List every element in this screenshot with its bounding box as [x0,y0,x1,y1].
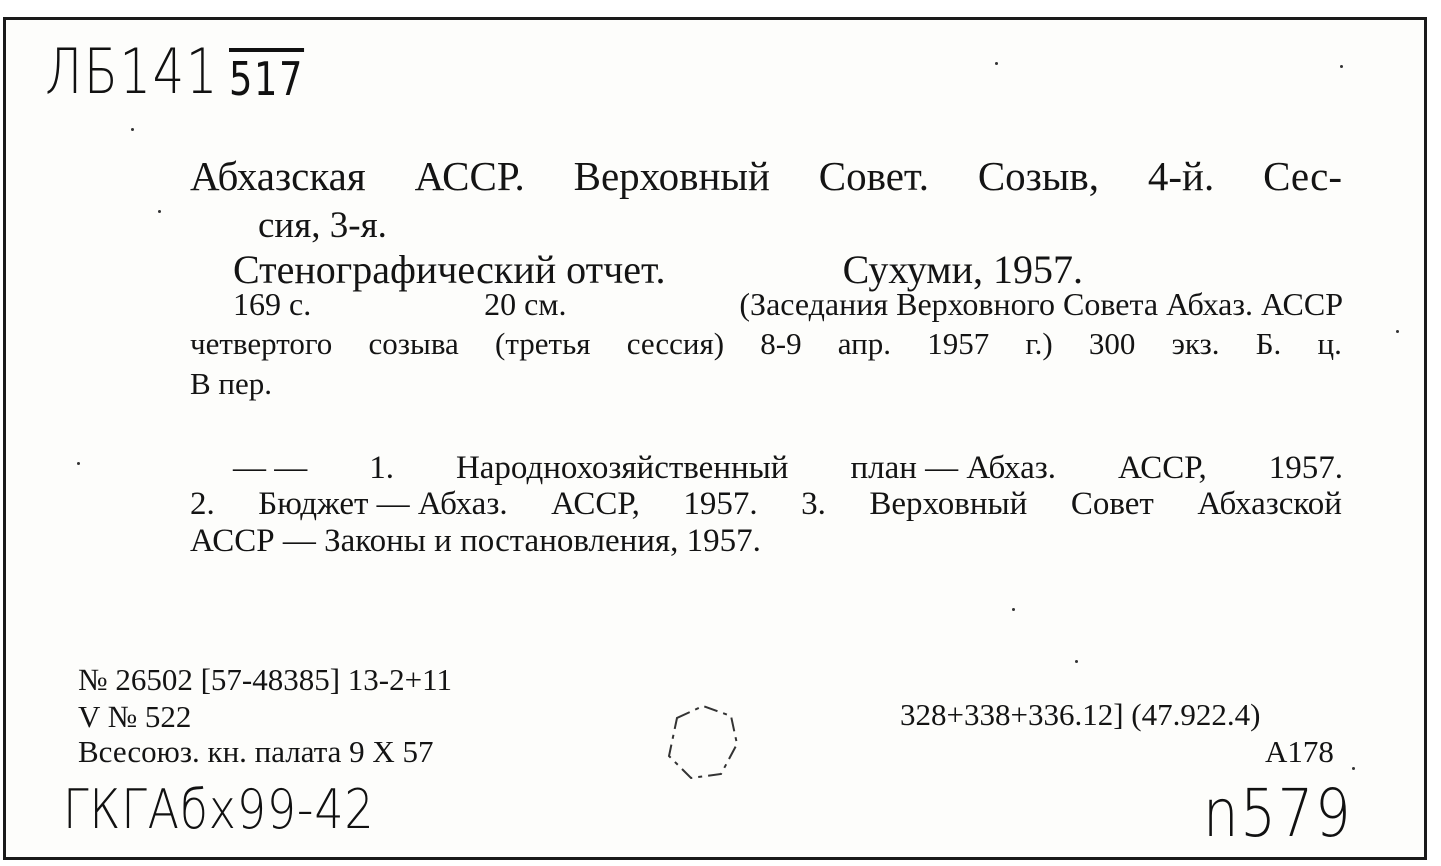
author-mark: А178 [1265,734,1334,769]
collation-line-2 [190,326,1342,362]
handwritten-shelf-number: 517 [229,52,305,106]
collation-word: 300 [1088,326,1136,361]
subject-word: АССР, [1118,450,1207,486]
subject-word: Абхазской [1197,486,1342,522]
series-note: (Заседания Верховного Совета Абхаз. АССР [739,286,1343,322]
subject-word: Бюджет — Абхаз. [258,486,508,522]
registration-number: № 26502 [57-48385] 13-2+11 [78,662,452,697]
collation-word: созыва [368,326,459,361]
subject-word: 1957. [1268,450,1343,486]
collation-word: экз. [1171,326,1220,361]
title-text: Стенографический отчет. [233,247,666,292]
collation-word: Б. [1255,326,1282,361]
subjects-line-1 [233,450,1343,487]
stamp-outline-icon [663,700,743,784]
handwritten-card-number: n579 [1203,775,1353,852]
heading-word: Сес- [1263,153,1342,199]
speck [995,62,998,65]
collation-word: четвертого [190,326,333,361]
entry-heading-continuation: сия, 3-я. [258,205,387,246]
heading-word: Абхазская [190,153,366,199]
volume-number: V № 522 [78,699,192,734]
subject-word: — — [233,450,308,486]
collation-line-1 [233,286,1343,323]
collation-word: 1957 [927,326,990,361]
subject-word: 1. [369,450,394,486]
speck [77,462,80,465]
speck [158,210,161,213]
entry-heading [190,152,1342,200]
imprint-text: Сухуми, 1957. [842,247,1083,292]
subjects-line-2 [190,486,1342,523]
collation-word: 8-9 [760,326,802,361]
collation-word: апр. [837,326,891,361]
speck [1075,660,1078,663]
speck [1352,767,1355,770]
book-chamber-note: Всесоюз. кн. палата 9 X 57 [78,734,434,769]
speck [131,128,134,131]
handwritten-shelf-code: ЛБ141 [45,35,219,108]
heading-word: Совет. [818,153,929,199]
subject-word: Совет [1070,486,1154,522]
heading-word: 4-й. [1147,153,1215,199]
subject-word: 3. [801,486,826,522]
collation-word: сессия) [626,326,725,361]
size: 20 см. [484,286,567,322]
subject-word: 1957. [683,486,758,522]
subject-word: Народнохозяйственный [455,450,789,486]
handwritten-inventory-code: ГКГАбх99-42 [63,778,375,841]
heading-word: АССР. [414,153,525,199]
classification-index: 328+338+336.12] (47.922.4) [900,697,1261,732]
heading-word: Верховный [573,153,770,199]
subject-word: Верховный [869,486,1028,522]
subject-word: АССР, [551,486,640,522]
subjects-line-3: АССР — Законы и постановления, 1957. [190,523,761,559]
collation-word: (третья [495,326,591,361]
collation-line-3: В пер. [190,366,273,401]
heading-word: Созыв, [977,153,1100,199]
collation-word: г.) [1025,326,1053,361]
subject-word: 2. [190,486,215,522]
collation-word: ц. [1317,326,1342,361]
speck [1012,608,1015,611]
speck [1340,65,1343,68]
speck [1396,330,1399,333]
pages: 169 с. [233,286,312,322]
subject-word: план — Абхаз. [850,450,1057,486]
